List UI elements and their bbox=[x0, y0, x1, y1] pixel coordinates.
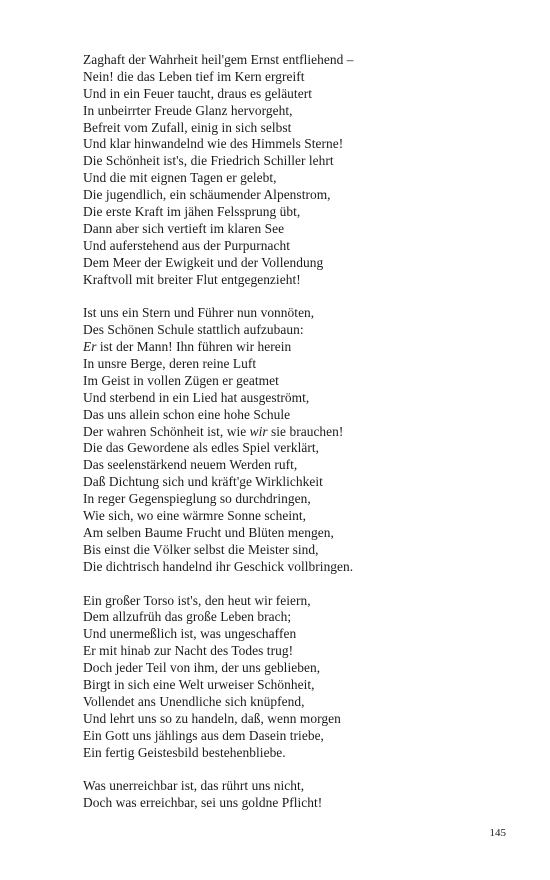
poem-line bbox=[83, 677, 523, 694]
line-segment: Vollendet ans Unendliche sich knüpfend, bbox=[83, 693, 305, 709]
poem-line bbox=[83, 525, 523, 542]
line-segment: In reger Gegenspieglung so durchdringen, bbox=[83, 491, 311, 507]
line-segment: Und die mit eignen Tagen er gelebt, bbox=[83, 170, 277, 186]
line-segment: Die jugendlich, ein schäumender Alpenstrom, bbox=[83, 187, 331, 203]
line-segment: Er mit hinab zur Nacht des Todes trug! bbox=[83, 643, 294, 659]
poem-line bbox=[83, 390, 523, 407]
line-segment: Kraftvoll mit breiter Flut entgegenzieht! bbox=[83, 271, 301, 287]
line-segment: Nein! die das Leben tief im Kern ergreift bbox=[83, 68, 305, 84]
poem-line bbox=[83, 474, 523, 491]
line-segment: sie brauchen! bbox=[267, 423, 344, 439]
line-segment: Ein fertig Geistesbild bestehenbliebe. bbox=[83, 744, 286, 760]
emphasized-word: wir bbox=[249, 423, 268, 439]
line-segment: Ist uns ein Stern und Führer nun vonnöten, bbox=[83, 305, 315, 321]
poem-line bbox=[83, 86, 523, 103]
poem-line bbox=[83, 153, 523, 170]
line-segment: Und in ein Feuer taucht, draus es geläutert bbox=[83, 85, 312, 101]
poem-line bbox=[83, 103, 523, 120]
poem-line bbox=[83, 728, 523, 745]
poem-line bbox=[83, 204, 523, 221]
poem-line bbox=[83, 491, 523, 508]
line-segment: Birgt in sich eine Welt urweiser Schönheit, bbox=[83, 676, 315, 692]
line-segment: Des Schönen Schule stattlich aufzubaun: bbox=[83, 322, 304, 338]
stanza bbox=[83, 778, 523, 812]
line-segment: Das uns allein schon eine hohe Schule bbox=[83, 406, 291, 422]
poem-line bbox=[83, 356, 523, 373]
line-segment: Daß Dichtung sich und kräft'ge Wirklichkeit bbox=[83, 474, 323, 490]
line-segment: Dann aber sich vertieft im klaren See bbox=[83, 220, 285, 236]
poem-line bbox=[83, 170, 523, 187]
line-segment: In unbeirrter Freude Glanz hervorgeht, bbox=[83, 102, 293, 118]
line-segment: Das seelenstärkend neuem Werden ruft, bbox=[83, 457, 298, 473]
line-segment: Bis einst die Völker selbst die Meister sind, bbox=[83, 541, 319, 557]
poem-line bbox=[83, 457, 523, 474]
stanza bbox=[83, 593, 523, 762]
line-segment: Und lehrt uns so zu handeln, daß, wenn morgen bbox=[83, 710, 341, 726]
poem-line bbox=[83, 643, 523, 660]
poem-line bbox=[83, 778, 523, 795]
poem-line bbox=[83, 187, 523, 204]
poem-line bbox=[83, 694, 523, 711]
line-segment: Dem allzufrüh das große Leben brach; bbox=[83, 609, 292, 625]
page-number: 145 bbox=[489, 827, 506, 839]
poem-line bbox=[83, 559, 523, 576]
line-segment: Die Schönheit ist's, die Friedrich Schiller lehrt bbox=[83, 153, 334, 169]
line-segment: ist der Mann! Ihn führen wir herein bbox=[96, 339, 292, 355]
line-segment: Und auferstehend aus der Purpurnacht bbox=[83, 237, 291, 253]
poem-line bbox=[83, 255, 523, 272]
poem-text bbox=[83, 52, 523, 812]
line-segment: Befreit vom Zufall, einig in sich selbst bbox=[83, 119, 292, 135]
poem-line bbox=[83, 407, 523, 424]
poem-line bbox=[83, 52, 523, 69]
line-segment: Doch jeder Teil von ihm, der uns geblieben, bbox=[83, 660, 321, 676]
line-segment: Die erste Kraft im jähen Felssprung übt, bbox=[83, 204, 301, 220]
line-segment: Doch was erreichbar, sei uns goldne Pflicht! bbox=[83, 795, 323, 811]
line-segment: Am selben Baume Frucht und Blüten mengen, bbox=[83, 524, 334, 540]
emphasized-word: Er bbox=[83, 339, 97, 355]
stanza bbox=[83, 52, 523, 288]
line-segment: Ein Gott uns jählings aus dem Dasein triebe, bbox=[83, 727, 324, 743]
poem-line bbox=[83, 339, 523, 356]
line-segment: Die dichtrisch handelnd ihr Geschick vollbringen. bbox=[83, 558, 354, 574]
poem-line bbox=[83, 238, 523, 255]
poem-line bbox=[83, 626, 523, 643]
line-segment: Und klar hinwandelnd wie des Himmels Sterne! bbox=[83, 136, 344, 152]
line-segment: Wie sich, wo eine wärmre Sonne scheint, bbox=[83, 508, 307, 524]
stanza bbox=[83, 305, 523, 575]
poem-line bbox=[83, 660, 523, 677]
line-segment: Dem Meer der Ewigkeit und der Vollendung bbox=[83, 254, 324, 270]
poem-line bbox=[83, 373, 523, 390]
line-segment: Zaghaft der Wahrheit heil'gem Ernst entfliehend – bbox=[83, 52, 354, 67]
poem-line bbox=[83, 322, 523, 339]
poem-line bbox=[83, 593, 523, 610]
line-segment: Die das Gewordene als edles Spiel verklärt, bbox=[83, 440, 320, 456]
line-segment: Im Geist in vollen Zügen er geatmet bbox=[83, 372, 279, 388]
poem-line bbox=[83, 440, 523, 457]
poem-line bbox=[83, 745, 523, 762]
poem-line bbox=[83, 69, 523, 86]
poem-line bbox=[83, 305, 523, 322]
poem-line bbox=[83, 795, 523, 812]
poem-line bbox=[83, 221, 523, 238]
line-segment: Und unermeßlich ist, was ungeschaffen bbox=[83, 626, 297, 642]
line-segment: Ein großer Torso ist's, den heut wir feiern, bbox=[83, 592, 311, 608]
line-segment: In unsre Berge, deren reine Luft bbox=[83, 356, 257, 372]
line-segment: Der wahren Schönheit ist, wie bbox=[83, 423, 250, 439]
poem-line bbox=[83, 120, 523, 137]
poem-line bbox=[83, 711, 523, 728]
poem-line bbox=[83, 136, 523, 153]
poem-line bbox=[83, 609, 523, 626]
poem-line bbox=[83, 424, 523, 441]
poem-line bbox=[83, 542, 523, 559]
poem-line bbox=[83, 272, 523, 289]
poem-line bbox=[83, 508, 523, 525]
line-segment: Was unerreichbar ist, das rührt uns nicht, bbox=[83, 778, 305, 794]
line-segment: Und sterbend in ein Lied hat ausgeströmt, bbox=[83, 389, 310, 405]
